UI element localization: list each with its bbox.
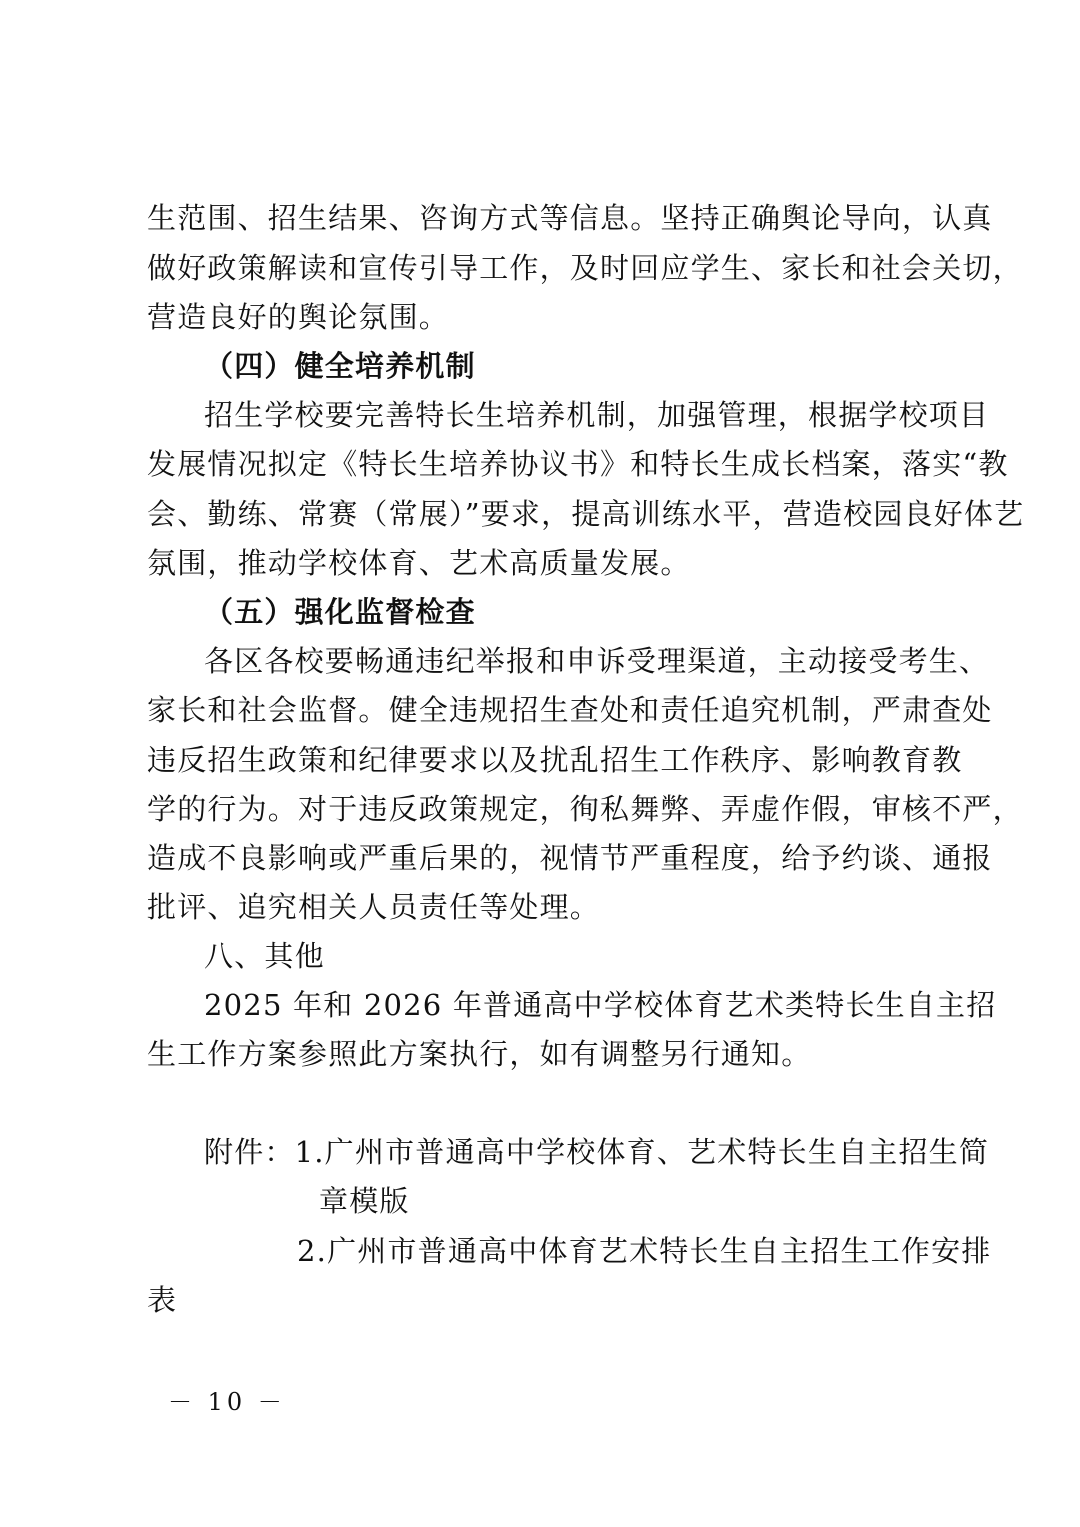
paragraph-line: 氛围，推动学校体育、艺术高质量发展。 <box>147 546 691 580</box>
paragraph-line: 学的行为。对于违反政策规定，徇私舞弊、弄虚作假，审核不严， <box>147 792 1023 826</box>
paragraph-line: 营造良好的舆论氛围。 <box>147 300 450 334</box>
paragraph-line: 生范围、招生结果、咨询方式等信息。坚持正确舆论导向，认真 <box>147 201 993 235</box>
attachment-item-2-continued: 表 <box>147 1283 178 1317</box>
paragraph-line: 2025 年和 2026 年普通高中学校体育艺术类特长生自主招 <box>204 988 997 1022</box>
paragraph-line: 批评、追究相关人员责任等处理。 <box>147 890 601 924</box>
paragraph-line: 违反招生政策和纪律要求以及扰乱招生工作秩序、影响教育教 <box>147 743 963 777</box>
section-heading-8: 八、其他 <box>204 939 325 973</box>
section-heading-4: （四）健全培养机制 <box>204 349 476 383</box>
paragraph-line: 会、勤练、常赛（常展）”要求，提高训练水平，营造校园良好体艺 <box>147 497 1025 531</box>
paragraph-line: 各区各校要畅通违纪举报和申诉受理渠道，主动接受考生、 <box>204 644 990 678</box>
paragraph-line: 生工作方案参照此方案执行，如有调整另行通知。 <box>147 1037 812 1071</box>
attachment-item-2: 2.广州市普通高中体育艺术特长生自主招生工作安排 <box>297 1234 992 1268</box>
paragraph-line: 家长和社会监督。健全违规招生查处和责任追究机制，严肃查处 <box>147 693 993 727</box>
paragraph-line: 做好政策解读和宣传引导工作，及时回应学生、家长和社会关切， <box>147 251 1023 285</box>
attachment-item-1: 附件：1.广州市普通高中学校体育、艺术特长生自主招生简 <box>204 1135 990 1169</box>
section-heading-5: （五）强化监督检查 <box>204 595 476 629</box>
paragraph-line: 招生学校要完善特长生培养机制，加强管理，根据学校项目 <box>204 398 990 432</box>
page-number: － 10 － <box>168 1388 286 1416</box>
paragraph-line: 造成不良影响或严重后果的，视情节严重程度，给予约谈、通报 <box>147 841 993 875</box>
paragraph-line: 发展情况拟定《特长生培养协议书》和特长生成长档案，落实“教 <box>147 447 1009 481</box>
attachment-item-1-continued: 章模版 <box>319 1184 410 1218</box>
